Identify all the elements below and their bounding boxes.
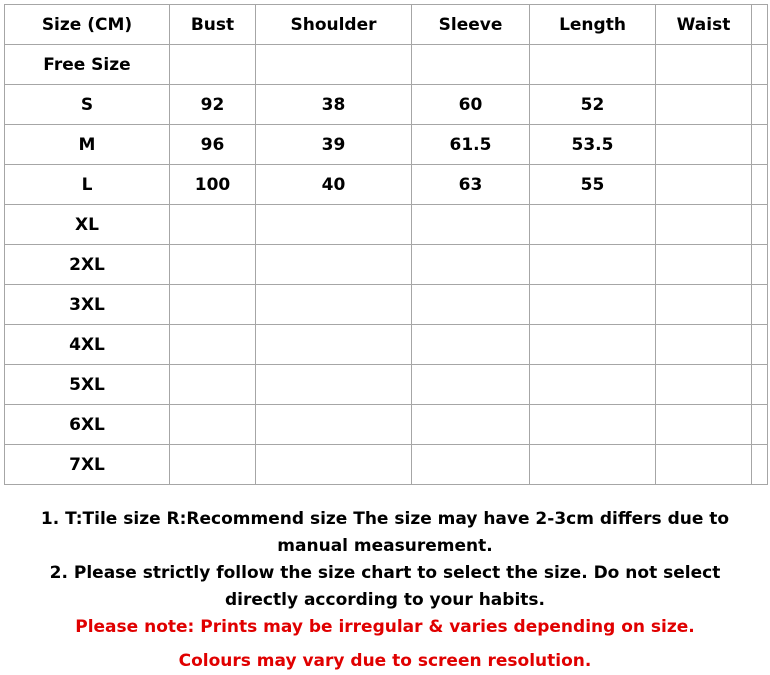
measurement-cell [530,365,656,405]
measurement-cell: 52 [530,85,656,125]
column-header: Bust [170,5,256,45]
table-row [5,405,768,445]
measurement-cell [656,45,752,85]
measurement-cell [656,325,752,365]
size-label-cell: M [5,125,170,165]
measurement-cell [170,325,256,365]
size-label-cell: L [5,165,170,205]
note-follow-size-chart: 2. Please strictly follow the size chart to select the size. Do not select directly according to your habits. [49,563,721,610]
size-label-cell: 5XL [5,365,170,405]
table-row [5,125,768,165]
size-label-cell: S [5,85,170,125]
table-row [5,45,768,85]
measurement-cell [256,45,412,85]
measurement-cell: 40 [256,165,412,205]
measurement-cell [530,445,656,485]
measurement-cell [752,165,768,205]
measurement-cell [256,285,412,325]
table-row [5,85,768,125]
measurement-cell [752,245,768,285]
size-label-cell: 7XL [5,445,170,485]
measurement-cell [752,405,768,445]
measurement-cell [752,85,768,125]
measurement-cell: 100 [170,165,256,205]
size-label-cell: 4XL [5,325,170,365]
measurement-cell [256,445,412,485]
table-row [5,325,768,365]
measurement-cell [170,45,256,85]
measurement-cell [656,245,752,285]
measurement-cell [412,285,530,325]
measurement-cell [256,325,412,365]
measurement-cell [256,205,412,245]
measurement-cell [412,205,530,245]
measurement-cell: 61.5 [412,125,530,165]
measurement-cell: 55 [530,165,656,205]
size-label-cell: 6XL [5,405,170,445]
column-header: Size (CM) [5,5,170,45]
measurement-cell [530,245,656,285]
size-label-cell: Free Size [5,45,170,85]
measurement-cell: 96 [170,125,256,165]
measurement-cell [170,445,256,485]
column-header [752,5,768,45]
table-row [5,165,768,205]
measurement-cell [752,205,768,245]
column-header: Shoulder [256,5,412,45]
size-label-cell: 2XL [5,245,170,285]
measurement-cell [656,445,752,485]
column-header: Sleeve [412,5,530,45]
measurement-cell [530,45,656,85]
measurement-cell [752,125,768,165]
measurement-cell [656,85,752,125]
measurement-cell [170,205,256,245]
measurement-cell [412,325,530,365]
measurement-cell [656,365,752,405]
measurement-cell [656,125,752,165]
size-label-cell: XL [5,205,170,245]
measurement-cell: 39 [256,125,412,165]
measurement-cell [412,445,530,485]
column-header: Waist [656,5,752,45]
measurement-cell [170,365,256,405]
table-row [5,365,768,405]
measurement-cell [752,45,768,85]
note-manual-measurement: 1. T:Tile size R:Recommend size The size may have 2-3cm differs due to manual measurement. [40,509,730,556]
column-header: Length [530,5,656,45]
measurement-cell [656,165,752,205]
measurement-cell: 92 [170,85,256,125]
measurement-cell: 38 [256,85,412,125]
measurement-cell: 53.5 [530,125,656,165]
table-header-row [5,5,768,45]
measurement-cell [412,45,530,85]
size-chart-table [4,4,768,485]
warning-colours-vary: Colours may vary due to screen resolution. [178,651,592,671]
table-row [5,205,768,245]
table-row [5,245,768,285]
measurement-cell [530,285,656,325]
measurement-cell [752,365,768,405]
measurement-cell [752,445,768,485]
measurement-cell [530,405,656,445]
measurement-cell [256,405,412,445]
measurement-cell: 63 [412,165,530,205]
measurement-cell [752,325,768,365]
measurement-cell [412,405,530,445]
measurement-cell [530,205,656,245]
measurement-cell [256,245,412,285]
measurement-cell: 60 [412,85,530,125]
measurement-cell [412,365,530,405]
warning-prints-irregular: Please note: Prints may be irregular & varies depending on size. [75,617,695,637]
table-row [5,285,768,325]
size-notes [0,506,770,675]
measurement-cell [256,365,412,405]
measurement-cell [656,205,752,245]
measurement-cell [656,405,752,445]
measurement-cell [170,405,256,445]
measurement-cell [170,285,256,325]
measurement-cell [530,325,656,365]
table-row [5,445,768,485]
measurement-cell [752,285,768,325]
size-label-cell: 3XL [5,285,170,325]
measurement-cell [412,245,530,285]
measurement-cell [170,245,256,285]
measurement-cell [656,285,752,325]
